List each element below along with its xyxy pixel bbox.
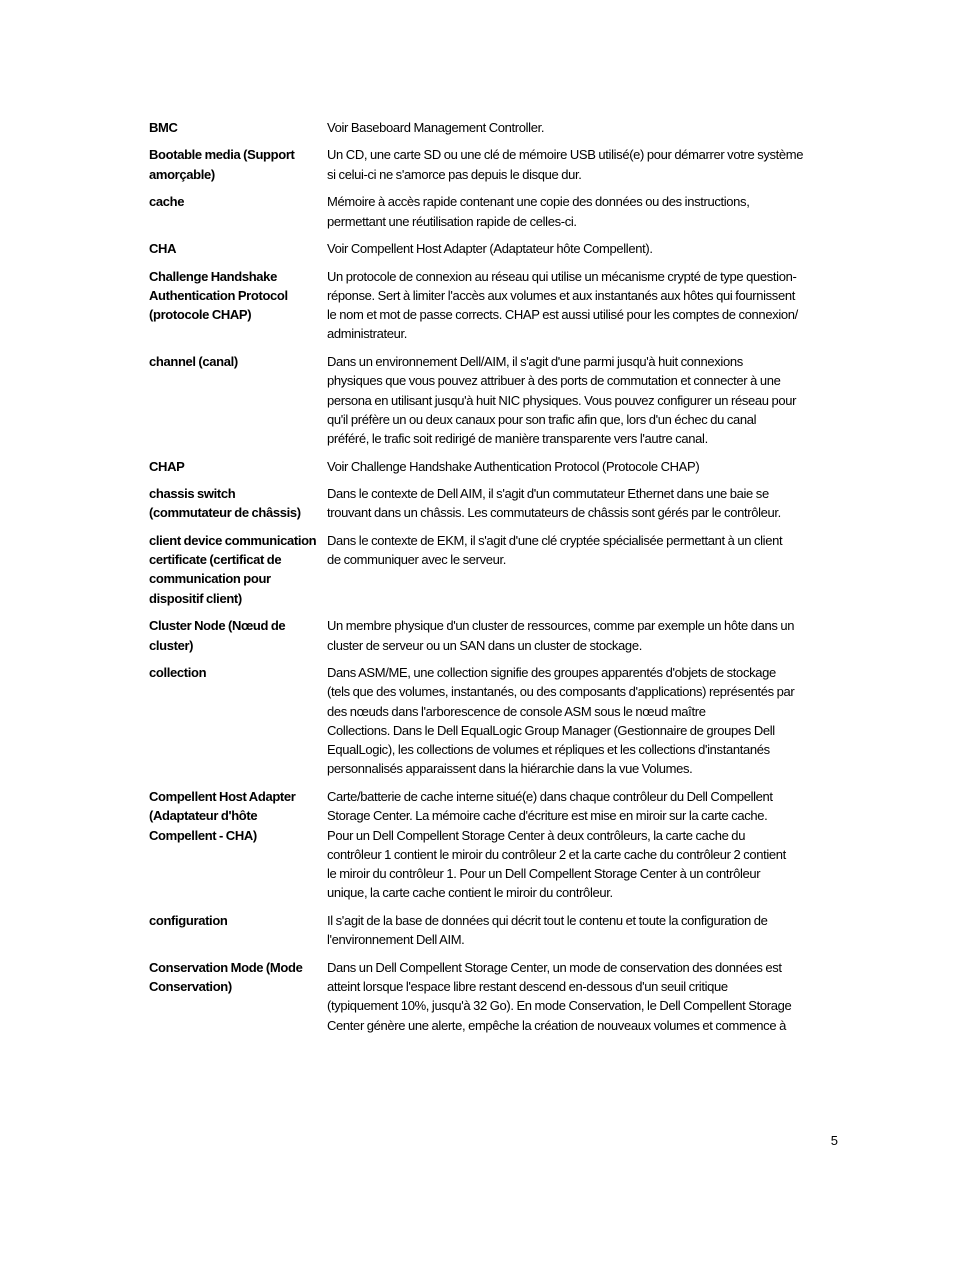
glossary-entry <box>149 118 837 137</box>
glossary-entry <box>149 267 837 344</box>
definition-line: de communiquer avec le serveur. <box>327 552 507 568</box>
term-line: Conservation Mode (Mode <box>149 959 303 975</box>
definition-line: préféré, le trafic soit redirigé de manière transparente vers l'autre canal. <box>327 431 708 447</box>
glossary-term <box>149 484 327 523</box>
term-line: Authentication Protocol <box>149 287 288 303</box>
definition-line: Un CD, une carte SD ou une clé de mémoire USB utilisé(e) pour démarrer votre système <box>327 147 804 163</box>
term-line: CHA <box>149 241 177 257</box>
glossary-definition <box>327 267 837 344</box>
term-line: cluster) <box>149 637 194 653</box>
definition-line: Storage Center. La mémoire cache d'écriture est mise en miroir sur la carte cache. <box>327 808 768 824</box>
definition-line: Voir Challenge Handshake Authentication Protocol (Protocole CHAP) <box>327 458 700 474</box>
definition-line: Dans le contexte de Dell AIM, il s'agit d'un commutateur Ethernet dans une baie se <box>327 486 769 502</box>
term-line: (Adaptateur d'hôte <box>149 808 258 824</box>
term-line: BMC <box>149 120 178 135</box>
term-line: channel (canal) <box>149 353 238 369</box>
definition-line: EqualLogic), les collections de volumes et répliques et les collections d'instantanés <box>327 742 770 758</box>
glossary-term <box>149 531 327 608</box>
glossary-entry <box>149 787 837 903</box>
term-line: Compellent - CHA) <box>149 827 257 843</box>
definition-line: Collections. Dans le Dell EqualLogic Group Manager (Gestionnaire de groupes Dell <box>327 722 775 738</box>
glossary-definition <box>327 531 837 608</box>
definition-line: atteint lorsque l'espace libre restant descend en-dessous d'un seuil critique <box>327 979 728 995</box>
glossary-entry <box>149 145 837 184</box>
glossary-term <box>149 145 327 184</box>
definition-line: trouvant dans un châssis. Les commutateurs de châssis sont gérés par le contrôleur. <box>327 505 781 521</box>
term-line: amorçable) <box>149 166 215 182</box>
definition-line: persona en utilisant jusqu'à huit NIC physiques. Vous pouvez configurer un réseau pour <box>327 392 797 408</box>
glossary-term <box>149 239 327 258</box>
glossary-term <box>149 958 327 1035</box>
glossary-term <box>149 267 327 344</box>
glossary-definition <box>327 352 837 448</box>
definition-line: physiques que vous pouvez attribuer à des ports de commutation et connecter à une <box>327 373 781 389</box>
term-line: configuration <box>149 912 228 928</box>
definition-line: personnalisés apparaissent dans la hiérarchie dans la vue Volumes. <box>327 761 693 777</box>
glossary-term <box>149 787 327 903</box>
definition-line: permettant une réutilisation rapide de celles-ci. <box>327 213 577 229</box>
glossary-entry <box>149 911 837 950</box>
glossary-entry <box>149 457 837 476</box>
term-line: cache <box>149 194 185 210</box>
term-line: client device communication <box>149 532 317 548</box>
definition-line: le nom et mot de passe corrects. CHAP est aussi utilisé pour les comptes de connexion/ <box>327 307 798 323</box>
glossary-definition <box>327 239 837 258</box>
glossary-term <box>149 663 327 779</box>
definition-line: Dans le contexte de EKM, il s'agit d'une clé cryptée spécialisée permettant à un client <box>327 532 783 548</box>
definition-line: qu'il préfère un ou deux canaux pour son trafic afin que, lors d'un échec du canal <box>327 411 757 427</box>
term-line: Bootable media (Support <box>149 147 295 163</box>
glossary-definition <box>327 958 837 1035</box>
glossary-term <box>149 192 327 231</box>
definition-line: (tels que des volumes, instantanés, ou des composants d'applications) représentés par <box>327 684 795 700</box>
definition-line: Il s'agit de la base de données qui décrit tout le contenu et toute la configuration de <box>327 912 768 928</box>
term-line: communication pour <box>149 571 271 587</box>
glossary-entry <box>149 531 837 608</box>
definition-line: Pour un Dell Compellent Storage Center à deux contrôleurs, la carte cache du <box>327 827 746 843</box>
glossary-definition <box>327 787 837 903</box>
term-line: Compellent Host Adapter <box>149 788 296 804</box>
glossary-term <box>149 352 327 448</box>
term-line: Cluster Node (Nœud de <box>149 618 286 634</box>
page-number: 5 <box>830 1133 838 1148</box>
definition-line: si celui-ci ne s'amorce pas depuis le disque dur. <box>327 166 582 182</box>
definition-line: réponse. Sert à limiter l'accès aux volumes et aux instantanés aux hôtes qui fournissent <box>327 287 795 303</box>
definition-line: Carte/batterie de cache interne situé(e) dans chaque contrôleur du Dell Compellent <box>327 788 773 804</box>
glossary-term <box>149 911 327 950</box>
term-line: (commutateur de châssis) <box>149 505 301 521</box>
definition-line: administrateur. <box>327 326 408 342</box>
term-line: Challenge Handshake <box>149 268 277 284</box>
glossary-term <box>149 457 327 476</box>
definition-line: Un membre physique d'un cluster de ressources, comme par exemple un hôte dans un <box>327 618 795 634</box>
definition-line: cluster de serveur ou un SAN dans un cluster de stockage. <box>327 637 642 653</box>
definition-line: Voir Compellent Host Adapter (Adaptateur hôte Compellent). <box>327 241 653 257</box>
glossary-definition <box>327 192 837 231</box>
term-line: dispositif client) <box>149 590 242 606</box>
term-line: chassis switch <box>149 486 236 502</box>
definition-line: Un protocole de connexion au réseau qui utilise un mécanisme crypté de type question- <box>327 268 797 284</box>
glossary-entry <box>149 192 837 231</box>
glossary-entry <box>149 484 837 523</box>
glossary-entry <box>149 616 837 655</box>
definition-line: le miroir du contrôleur 1. Pour un Dell Compellent Storage Center à un contrôleur <box>327 866 761 882</box>
glossary-definition <box>327 663 837 779</box>
glossary-entry <box>149 958 837 1035</box>
glossary-definition <box>327 118 837 137</box>
glossary-definition <box>327 145 837 184</box>
term-line: CHAP <box>149 458 185 474</box>
definition-line: des nœuds dans l'arborescence de console ASM sous le nœud maître <box>327 703 706 719</box>
definition-line: Voir Baseboard Management Controller. <box>327 120 545 135</box>
glossary-definition <box>327 911 837 950</box>
term-line: (protocole CHAP) <box>149 307 252 323</box>
definition-line: Center génère une alerte, empêche la création de nouveaux volumes et commence à <box>327 1017 786 1033</box>
definition-line: Dans ASM/ME, une collection signifie des groupes apparentés d'objets de stockage <box>327 665 776 680</box>
glossary-list <box>149 118 837 1043</box>
definition-line: Mémoire à accès rapide contenant une copie des données ou des instructions, <box>327 194 750 210</box>
definition-line: l'environnement Dell AIM. <box>327 932 465 948</box>
term-line: Conservation) <box>149 979 232 995</box>
glossary-entry <box>149 352 837 448</box>
term-line: certificate (certificat de <box>149 552 282 568</box>
glossary-entry <box>149 239 837 258</box>
definition-line: contrôleur 1 contient le miroir du contrôleur 2 et la carte cache du contrôleur 2 contient <box>327 846 786 862</box>
glossary-entry <box>149 663 837 779</box>
definition-line: unique, la carte cache contient le miroir du contrôleur. <box>327 885 613 901</box>
definition-line: Dans un Dell Compellent Storage Center, un mode de conservation des données est <box>327 959 782 975</box>
glossary-definition <box>327 457 837 476</box>
glossary-term <box>149 616 327 655</box>
definition-line: (typiquement 10%, jusqu'à 32 Go). En mode Conservation, le Dell Compellent Storage <box>327 998 792 1014</box>
term-line: collection <box>149 665 207 680</box>
glossary-definition <box>327 484 837 523</box>
definition-line: Dans un environnement Dell/AIM, il s'agit d'une parmi jusqu'à huit connexions <box>327 353 743 369</box>
glossary-definition <box>327 616 837 655</box>
glossary-term <box>149 118 327 137</box>
